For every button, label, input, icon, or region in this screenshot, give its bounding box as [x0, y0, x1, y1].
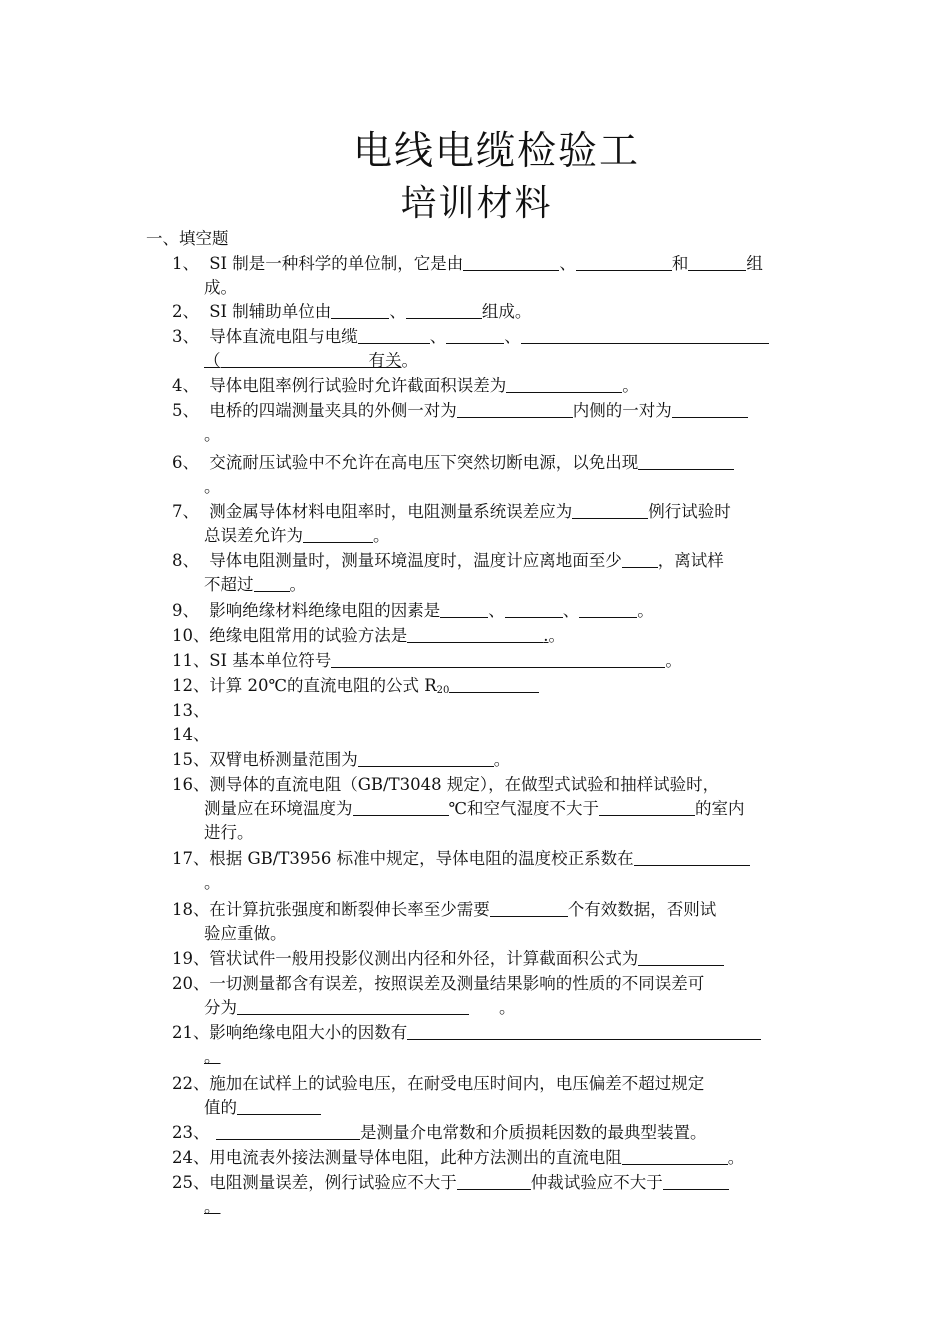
question-text: 。	[373, 526, 390, 545]
question-text: 双臂电桥测量范围为	[204, 750, 358, 769]
question-text: 。	[204, 477, 221, 496]
question-text: 个有效数据，否则试	[567, 900, 717, 919]
question-text: 一切测量都含有误差，按照误差及测量结果影响的性质的不同误差可	[204, 974, 705, 993]
question-19	[172, 947, 812, 971]
blank[interactable]	[638, 947, 724, 966]
question-text: 电阻测量误差，例行试验应不大于	[204, 1173, 457, 1192]
question-text: 、	[429, 327, 447, 346]
question-text: 测量应在环境温度为	[204, 799, 353, 818]
question-text: 例行试验时	[648, 502, 731, 521]
blank[interactable]	[407, 624, 543, 643]
question-text: 、	[559, 254, 576, 273]
question-25	[172, 1171, 812, 1219]
question-17	[172, 847, 812, 895]
question-text: SI 基本单位符号	[204, 651, 332, 670]
question-number: 22、	[172, 1074, 210, 1093]
blank[interactable]	[505, 599, 563, 618]
blank[interactable]	[449, 674, 539, 693]
question-text: 根据 GB/T3956 标准中规定，导体电阻的温度校正系数在	[204, 849, 634, 868]
question-text: 。	[204, 1197, 221, 1216]
question-21	[172, 1021, 812, 1069]
question-number: 7、	[172, 502, 199, 521]
question-11	[172, 649, 812, 673]
question-8	[172, 549, 812, 597]
blank[interactable]	[663, 1171, 729, 1190]
blank[interactable]	[672, 399, 748, 418]
question-text: 总误差允许为	[204, 526, 303, 545]
question-text: 的室内	[694, 799, 745, 818]
question-text: 。	[401, 351, 418, 370]
question-16	[172, 773, 812, 845]
question-text: 。	[727, 1148, 745, 1167]
question-text: 仲裁试验应不大于	[530, 1173, 663, 1192]
question-text: 、	[488, 601, 505, 620]
question-text: ，离试样	[657, 551, 724, 570]
question-text: 导体电阻率例行试验时允许截面积误差为	[204, 376, 507, 395]
blank[interactable]	[358, 748, 494, 767]
question-text: 在计算抗张强度和断裂伸长率至少需要	[204, 900, 490, 919]
question-text: 组	[746, 254, 763, 273]
question-text: 、	[562, 601, 580, 620]
question-text: 值的	[204, 1098, 237, 1117]
question-text: SI 制辅助单位由	[204, 302, 332, 321]
question-text: 。	[548, 626, 565, 645]
question-number: 3、	[172, 327, 199, 346]
blank[interactable]	[688, 252, 746, 271]
question-number: 16、	[172, 775, 210, 794]
question-text: 电桥的四端测量夹具的外侧一对为	[204, 401, 457, 420]
question-text: 测导体的直流电阻（GB/T3048 规定），在做型式试验和抽样试验时，	[204, 775, 720, 794]
question-number: 1、	[172, 254, 199, 273]
blank[interactable]	[237, 1096, 321, 1115]
question-text: 施加在试样上的试验电压，在耐受电压时间内，电压偏差不超过规定	[204, 1074, 705, 1093]
question-text: 不超过	[204, 575, 254, 594]
blank[interactable]	[237, 996, 469, 1015]
blank[interactable]	[216, 1121, 360, 1140]
question-number: 8、	[172, 551, 199, 570]
question-text: 、	[504, 327, 521, 346]
question-number: 15、	[172, 750, 210, 769]
blank[interactable]	[303, 524, 373, 543]
question-1	[172, 252, 812, 300]
blank[interactable]	[440, 599, 488, 618]
question-text: 是测量介电常数和介质损耗因数的最典型装置。	[360, 1123, 707, 1142]
blank[interactable]	[331, 649, 665, 668]
blank[interactable]	[406, 300, 482, 319]
subscript: 20	[436, 685, 450, 696]
question-number: 20、	[172, 974, 210, 993]
question-number: 17、	[172, 849, 210, 868]
question-number: 24、	[172, 1148, 210, 1167]
question-23	[172, 1121, 812, 1145]
question-number: 4、	[172, 376, 199, 395]
question-text: 内侧的一对为	[572, 401, 672, 420]
question-text: SI 制是一种科学的单位制，它是由	[204, 254, 464, 273]
question-text: .	[543, 626, 549, 645]
question-number: 23、	[172, 1123, 210, 1142]
blank[interactable]	[358, 325, 430, 344]
question-text: 。	[665, 651, 682, 670]
question-6	[172, 451, 812, 499]
blank[interactable]	[490, 898, 568, 917]
blank[interactable]	[599, 797, 695, 816]
question-text: 进行。	[204, 823, 254, 842]
question-text: 。	[289, 575, 306, 594]
blank[interactable]	[576, 252, 672, 271]
blank[interactable]	[353, 797, 449, 816]
question-7	[172, 500, 812, 548]
question-13	[172, 699, 812, 723]
blank[interactable]	[634, 847, 750, 866]
blank[interactable]	[638, 451, 734, 470]
question-text: 绝缘电阻常用的试验方法是	[204, 626, 408, 645]
blank[interactable]	[622, 1146, 728, 1165]
blank[interactable]	[572, 500, 648, 519]
question-2	[172, 300, 812, 324]
blank[interactable]	[457, 1171, 531, 1190]
question-18	[172, 898, 812, 946]
question-text: 分为	[204, 998, 237, 1017]
blank[interactable]	[254, 573, 290, 592]
blank[interactable]	[457, 399, 573, 418]
question-text: 和	[671, 254, 689, 273]
question-number: 11、	[172, 651, 210, 670]
question-text: 计算 20℃的直流电阻的公式 R	[204, 676, 437, 695]
document-title: 电线电缆检验工	[352, 129, 640, 174]
question-number: 12、	[172, 676, 210, 695]
question-text: 。	[622, 376, 639, 395]
question-text: 影响绝缘电阻大小的因数有	[204, 1023, 408, 1042]
question-text: 。	[637, 601, 654, 620]
blank[interactable]	[446, 325, 504, 344]
question-3	[172, 325, 812, 373]
question-number: 25、	[172, 1173, 210, 1192]
question-number: 19、	[172, 949, 210, 968]
question-10	[172, 624, 812, 648]
question-15	[172, 748, 812, 772]
question-number: 6、	[172, 453, 199, 472]
question-text: 影响绝缘材料绝缘电阻的因素是	[204, 601, 441, 620]
question-text: 用电流表外接法测量导体电阻，此种方法测出的直流电阻	[204, 1148, 622, 1167]
question-text: 。	[204, 425, 221, 444]
question-number: 9、	[172, 601, 199, 620]
question-text: ℃和空气湿度不大于	[448, 799, 599, 818]
question-22	[172, 1072, 812, 1120]
blank[interactable]	[463, 252, 559, 271]
section-heading: 一、填空题	[146, 229, 229, 248]
question-24	[172, 1146, 812, 1170]
blank[interactable]	[331, 300, 389, 319]
question-5	[172, 399, 812, 447]
question-text: 成。	[204, 278, 237, 297]
question-number: 5、	[172, 401, 199, 420]
question-text: 导体直流电阻与电缆	[204, 327, 358, 346]
question-text: （	[204, 351, 221, 370]
question-number: 13、	[172, 701, 210, 720]
question-number: 10、	[172, 626, 210, 645]
question-text: 组成。	[481, 302, 532, 321]
blank[interactable]	[579, 599, 637, 618]
question-number: 2、	[172, 302, 199, 321]
blank[interactable]	[622, 549, 658, 568]
question-text: 。	[499, 998, 516, 1017]
blank[interactable]	[506, 374, 622, 393]
document-subtitle: 培训材料	[400, 183, 553, 224]
blank[interactable]	[221, 349, 369, 368]
blank[interactable]	[407, 1021, 761, 1040]
blank[interactable]	[521, 325, 769, 344]
question-text: 有关	[368, 351, 402, 370]
question-number: 21、	[172, 1023, 210, 1042]
question-text: 。	[204, 873, 221, 892]
question-text: 。	[204, 1047, 221, 1066]
question-text: 。	[493, 750, 511, 769]
question-text: 验应重做。	[204, 924, 287, 943]
question-text: 、	[389, 302, 406, 321]
question-4	[172, 374, 812, 398]
question-text: 测金属导体材料电阻率时，电阻测量系统误差应为	[204, 502, 573, 521]
question-14	[172, 723, 812, 747]
question-20	[172, 972, 812, 1020]
question-9	[172, 599, 812, 623]
question-text: 导体电阻测量时，测量环境温度时，温度计应离地面至少	[204, 551, 622, 570]
question-number: 18、	[172, 900, 210, 919]
question-text: 交流耐压试验中不允许在高电压下突然切断电源，以免出现	[204, 453, 639, 472]
question-text: 管状试件一般用投影仪测出内径和外径，计算截面积公式为	[204, 949, 639, 968]
question-number: 14、	[172, 725, 210, 744]
